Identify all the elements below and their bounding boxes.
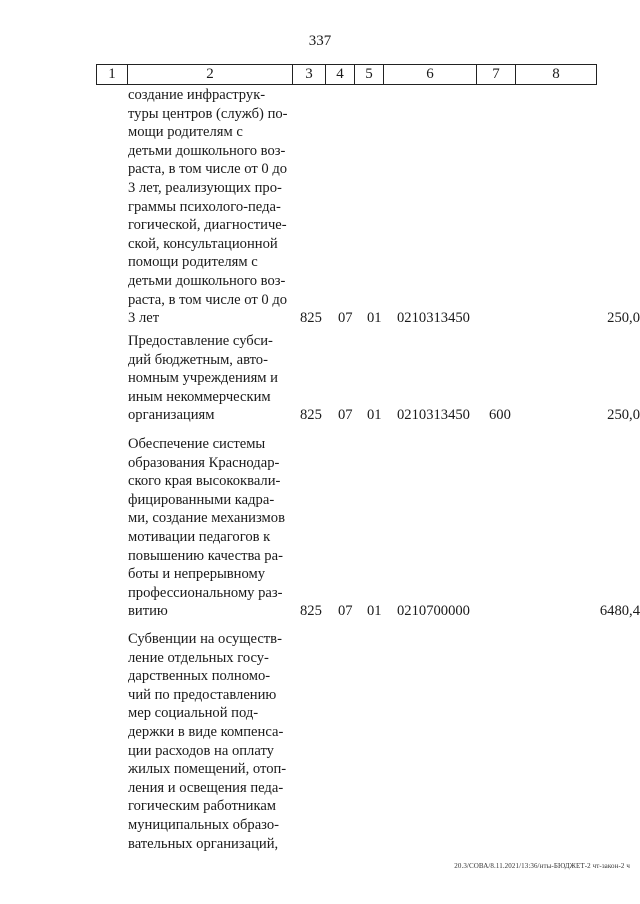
budget-row xyxy=(128,332,640,425)
document-footer: 20.3/СОВА/8.11.2021/13:36/нты-БЮДЖЕТ-2 чт-закон-2 ч xyxy=(454,862,630,870)
rz-code: 07 xyxy=(338,603,353,620)
header-col-5: 5 xyxy=(355,65,384,85)
header-col-6: 6 xyxy=(384,65,477,85)
page-number: 337 xyxy=(308,33,332,49)
rz-code: 07 xyxy=(338,407,353,424)
csr-code: 0210313450 xyxy=(397,310,470,327)
row-codes xyxy=(128,309,640,328)
vr-code: 600 xyxy=(489,407,511,424)
rz-code: 07 xyxy=(338,310,353,327)
sum-value: 250,0 xyxy=(607,407,640,424)
ved-code: 825 xyxy=(300,310,322,327)
budget-row xyxy=(128,86,640,328)
pr-code: 01 xyxy=(367,310,382,327)
ved-code: 825 xyxy=(300,407,322,424)
row-codes xyxy=(128,406,640,425)
pr-code: 01 xyxy=(367,603,382,620)
row-description: создание инфраструк- туры центров (служб) по- мощи родителям с детьми дошкольного воз- раста, в том числе от 0 до 3 лет, реализующих про- граммы психолого-педа- гогической, диагностиче- ской, консультационной помощи родителям с детьми дошкольного воз- раста, в том числе от 0 до 3 лет xyxy=(128,87,288,327)
row-codes xyxy=(128,602,640,621)
sum-value: 6480,4 xyxy=(599,603,640,620)
csr-code: 0210700000 xyxy=(397,603,470,620)
row-description: Субвенции на осуществ- ление отдельных госу- дарственных полномо- чий по предоставлению мер социальной под- держки в виде компенса- ции расходов на оплату жилых помещений, отоп- ления и освещения педа- гогическим работникам муниципальных образо- вательных организаций, xyxy=(128,631,287,852)
csr-code: 0210313450 xyxy=(397,407,470,424)
budget-row xyxy=(128,630,640,853)
column-number-header xyxy=(96,64,597,85)
row-description: Предоставление субси- дий бюджетным, авто- номным учреждениям и иным некоммерческим организациям xyxy=(128,333,278,424)
header-col-8: 8 xyxy=(516,65,597,85)
header-col-3: 3 xyxy=(293,65,326,85)
sum-value: 250,0 xyxy=(607,310,640,327)
header-col-7: 7 xyxy=(477,65,516,85)
row-description: Обеспечение системы образования Краснодар- ского края высококвали- фицированными кадра- ми, создание механизмов мотивации педагогов к повышению качества ра- боты и непрерывному профессиональному раз- витию xyxy=(128,436,285,620)
header-col-2: 2 xyxy=(128,65,293,85)
budget-row xyxy=(128,435,640,621)
pr-code: 01 xyxy=(367,407,382,424)
header-col-4: 4 xyxy=(326,65,355,85)
ved-code: 825 xyxy=(300,603,322,620)
header-col-1: 1 xyxy=(97,65,128,85)
